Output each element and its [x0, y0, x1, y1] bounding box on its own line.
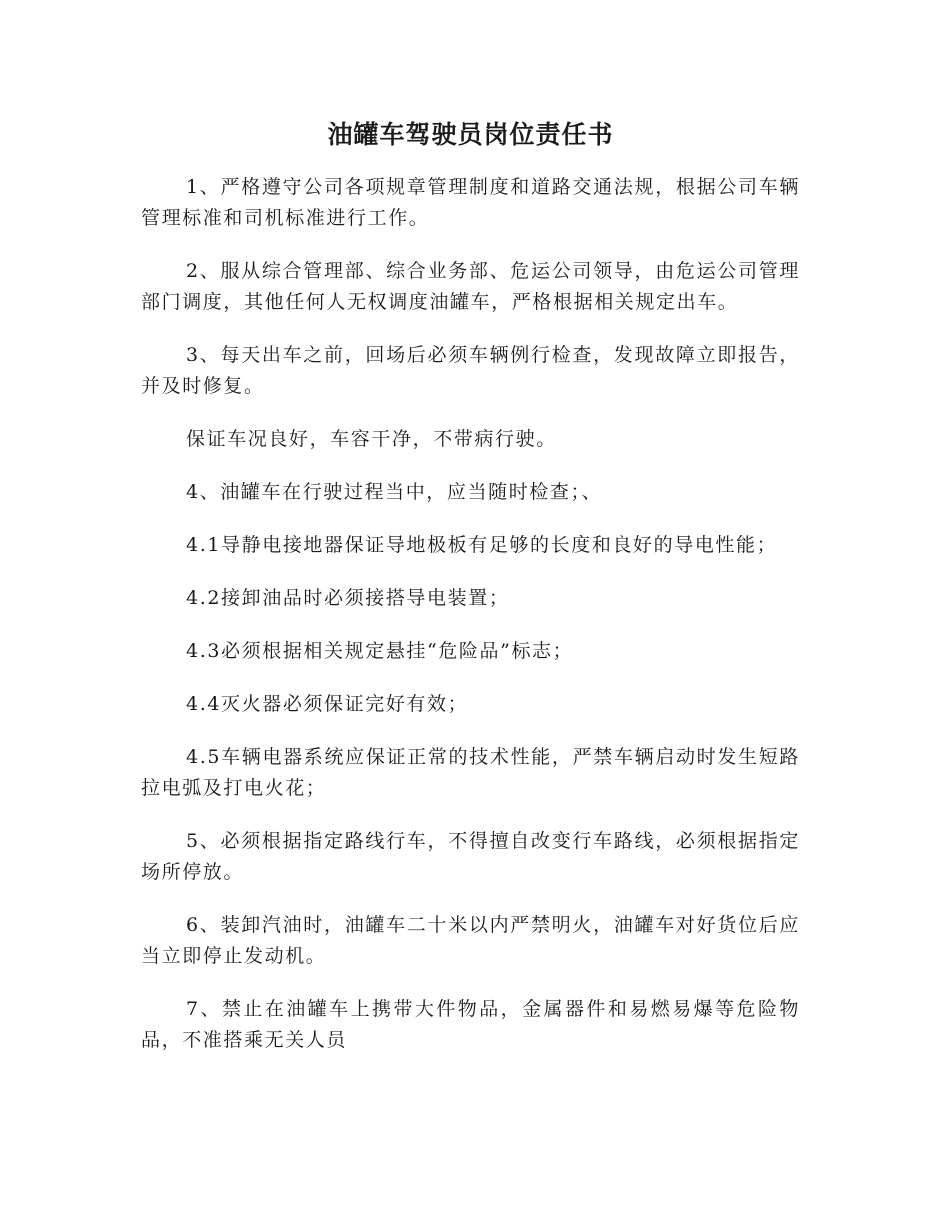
paragraph-7: 7、禁止在油罐车上携带大件物品，金属器件和易燃易爆等危险物品，不准搭乘无关人员: [141, 998, 800, 1051]
paragraph-4-3: 4.3必须根据相关规定悬挂“危险品”标志；: [186, 640, 574, 662]
paragraph-5: 5、必须根据指定路线行车，不得擅自改变行车路线，必须根据指定场所停放。: [141, 830, 800, 883]
paragraph-6: 6、装卸汽油时，油罐车二十米以内严禁明火，油罐车对好货位后应当立即停止发动机。: [141, 914, 800, 967]
paragraph-3-continued: 保证车况良好，车容干净，不带病行驶。: [186, 428, 557, 450]
document-title: 油罐车驾驶员岗位责任书: [327, 120, 614, 149]
paragraph-4-5: 4.5车辆电器系统应保证正常的技术性能，严禁车辆启动时发生短路拉电弧及打电火花；: [141, 746, 800, 799]
paragraph-2: 2、服从综合管理部、综合业务部、危运公司领导，由危运公司管理部门调度，其他任何人无权调度油罐车，严格根据相关规定出车。: [141, 260, 800, 313]
paragraph-4: 4、油罐车在行驶过程当中，应当随时检查；、: [186, 481, 603, 503]
paragraph-4-2: 4.2接卸油品时必须接搭导电装置；: [186, 587, 510, 609]
paragraph-4-4: 4.4灭火器必须保证完好有效；: [186, 693, 469, 715]
paragraph-3: 3、每天出车之前，回场后必须车辆例行检查，发现故障立即报告，并及时修复。: [141, 344, 800, 397]
paragraph-1: 1、严格遵守公司各项规章管理制度和道路交通法规，根据公司车辆管理标准和司机标准进行工作。: [141, 176, 800, 229]
paragraph-4-1: 4.1导静电接地器保证导地极板有足够的长度和良好的导电性能；: [186, 534, 778, 556]
